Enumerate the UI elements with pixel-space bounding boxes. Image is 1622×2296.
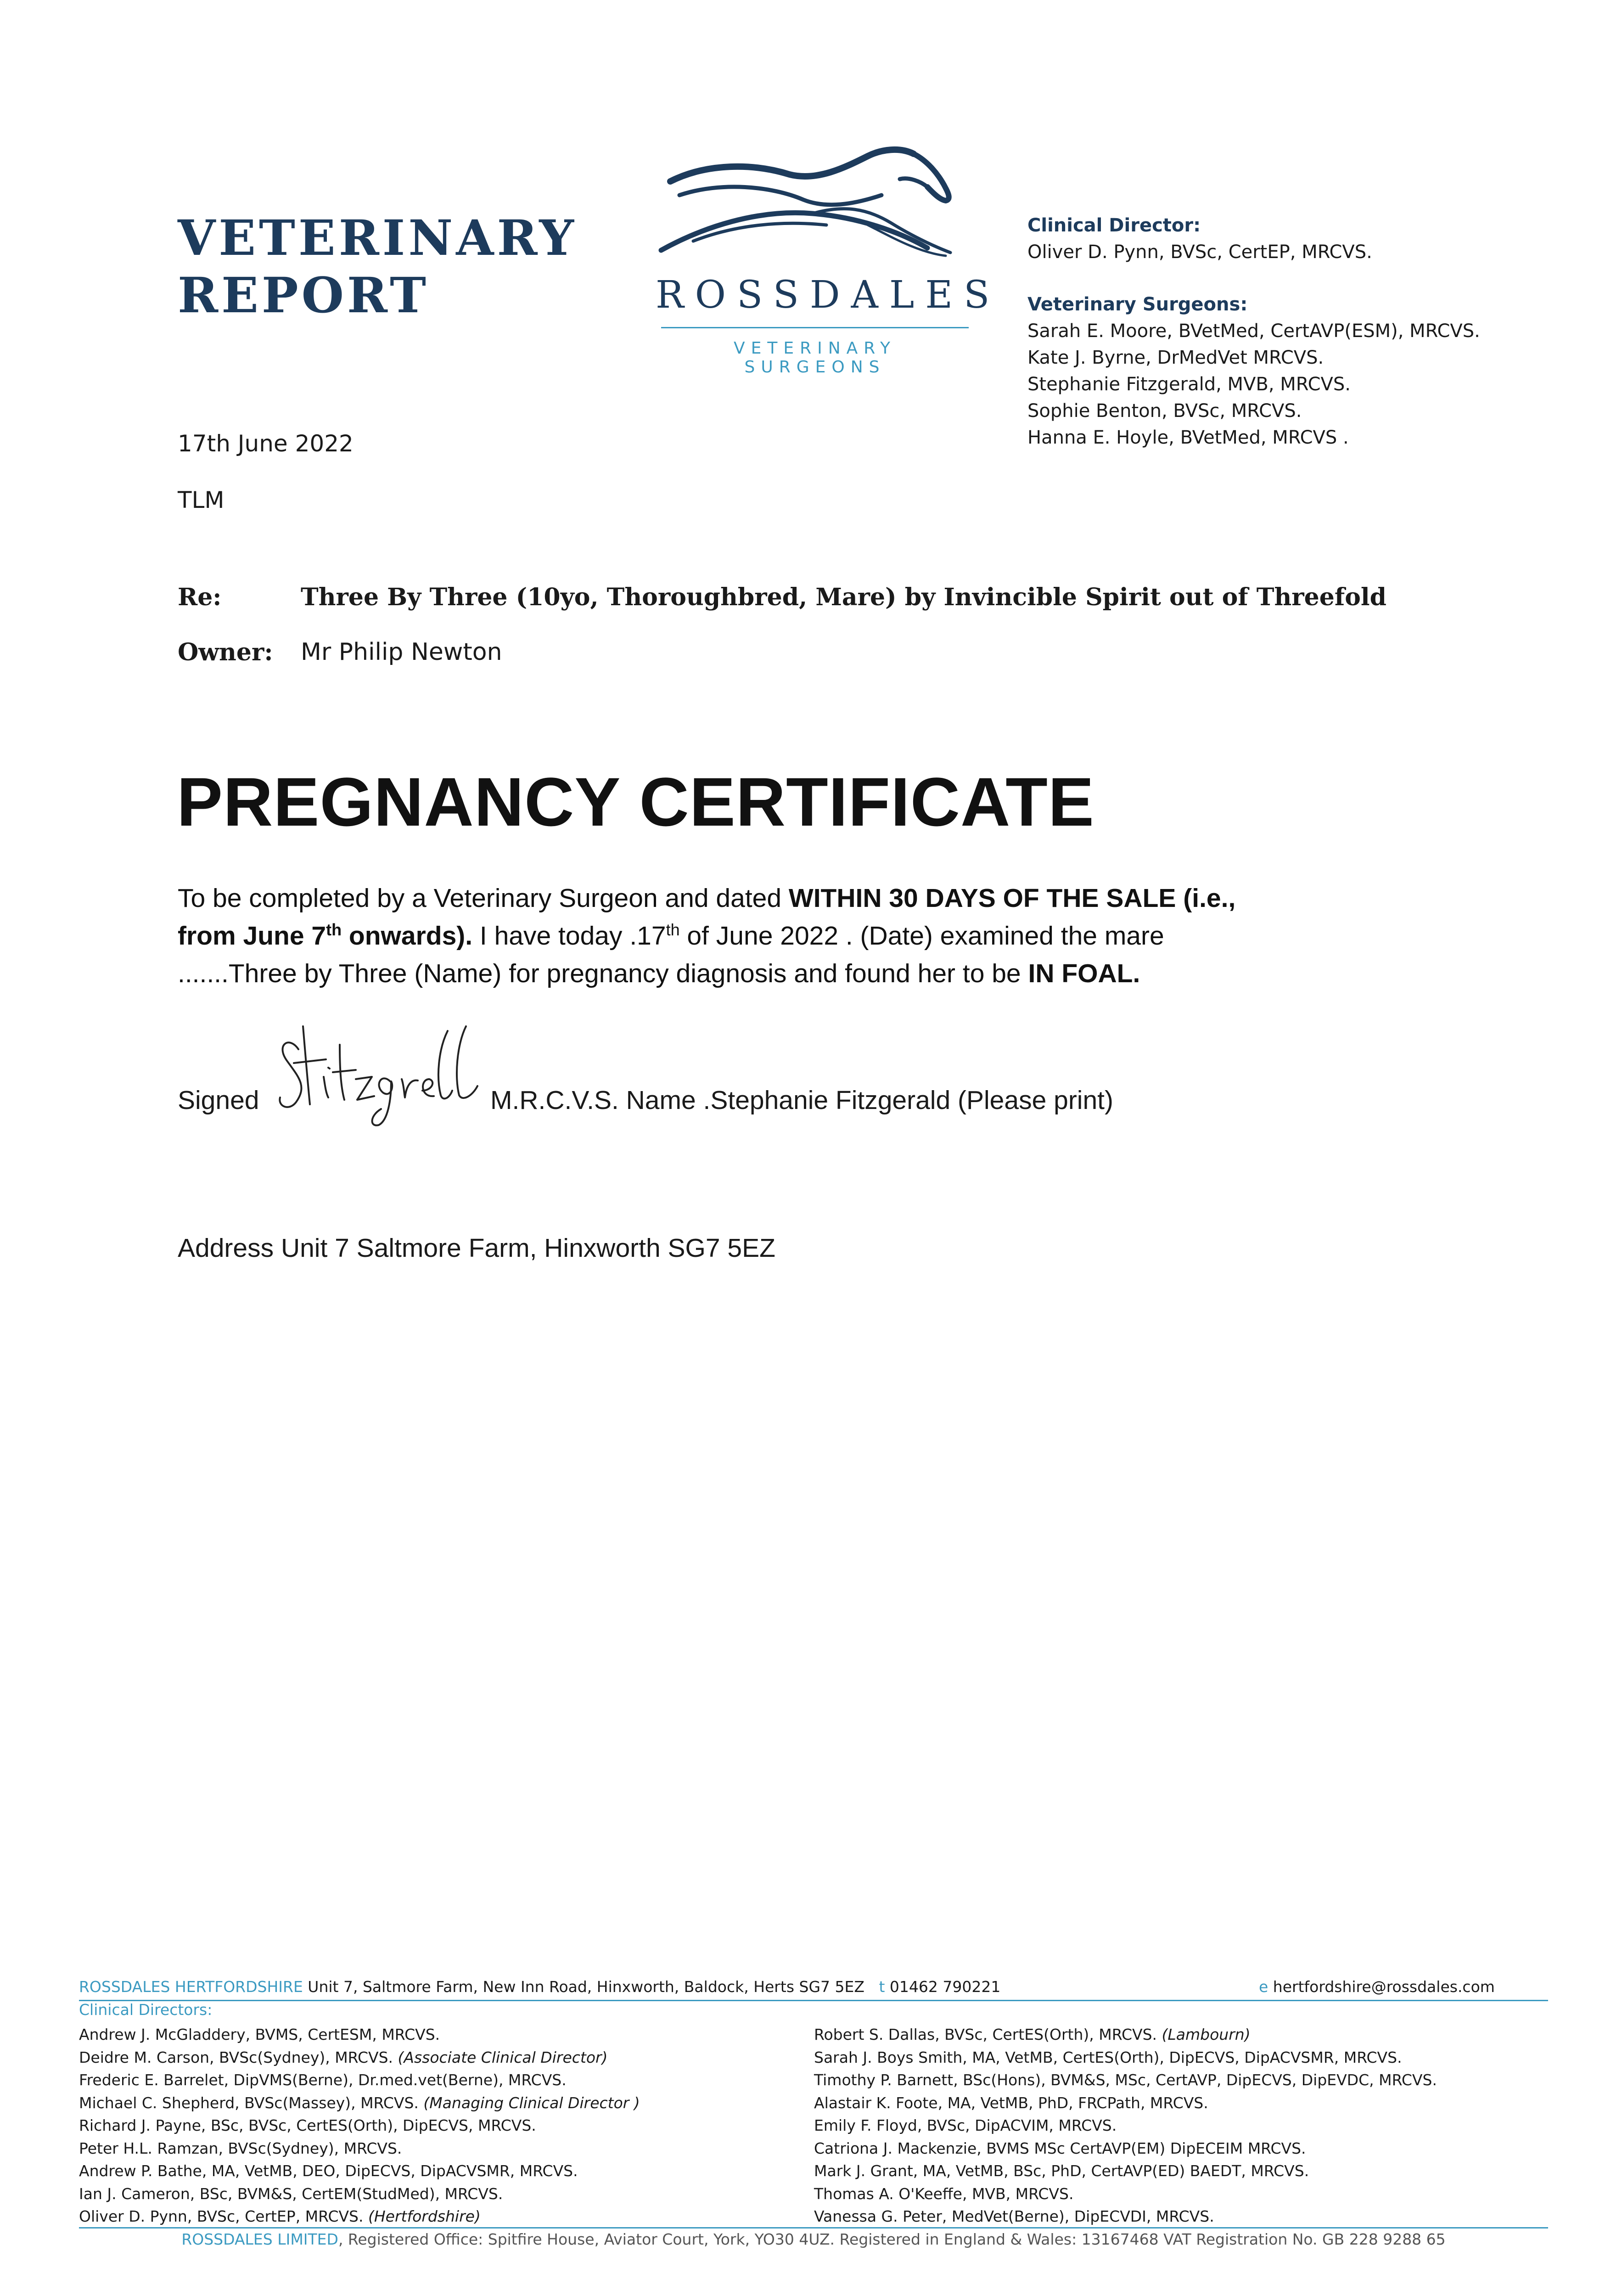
body-line-2 [178,917,1509,955]
body-bold-segment: WITHIN 30 DAYS OF THE SALE (i.e., [788,884,1236,913]
body-bold-segment: IN FOAL. [1028,959,1140,988]
footer-email: hertfordshire@rossdales.com [1268,1978,1495,1996]
footer-director-name: Ian J. Cameron, BSc, BVM&S, CertEM(StudMed), MRCVS. [79,2184,503,2203]
footer-director-note: (Associate Clinical Director) [398,2048,608,2066]
footer-phone: 01462 790221 [885,1978,1001,1996]
report-title-line2: REPORT [178,266,430,324]
mrcvs-name-line: M.R.C.V.S. Name .Stephanie Fitzgerald (Please print) [490,1086,1113,1115]
footer-divider-bottom [79,2227,1548,2228]
footer-directors-label: Clinical Directors: [79,2001,213,2019]
handwritten-signature [271,1017,487,1127]
body-text-segment: To be completed by a Veterinary Surgeon and dated [178,884,789,913]
footer-registered-text: , Registered Office: Spitfire House, Aviator Court, York, YO30 4UZ. Registered in England & Wales: 13167468 VAT Registration No. GB 228 9288 65 [338,2230,1446,2248]
footer-director-name: Michael C. Shepherd, BVSc(Massey), MRCVS. [79,2093,424,2112]
body-line-3 [178,955,1509,992]
footer-director [814,2183,1549,2206]
footer-director-name: Frederic E. Barrelet, DipVMS(Berne), Dr.med.vet(Berne), MRCVS. [79,2071,567,2089]
footer-phone-label: t [879,1978,885,1996]
footer-directors-left [79,2023,768,2228]
footer-director-name: Vanessa G. Peter, MedVet(Berne), DipECVDI, MRCVS. [814,2207,1214,2225]
footer-director-note: (Hertfordshire) [368,2207,481,2225]
logo-tagline: VETERINARY SURGEONS [734,339,896,377]
footer-director-name: Oliver D. Pynn, BVSc, CertEP, MRCVS. [79,2207,368,2225]
footer-director-name: Andrew P. Bathe, MA, VetMB, DEO, DipECVS, DipACVSMR, MRCVS. [79,2162,578,2180]
footer-director-name: Thomas A. O'Keeffe, MVB, MRCVS. [814,2184,1074,2203]
report-title [178,209,591,324]
certificate-body [178,879,1509,992]
body-text-segment: of June 2022 . (Date) examined the mare [679,921,1164,951]
footer-director [814,2205,1549,2228]
letter-reference: TLM [178,487,224,513]
footer-director [814,2160,1549,2183]
footer-director [79,2114,768,2137]
footer-registration [79,2230,1548,2248]
body-bold-text: from June 7 [178,921,326,951]
footer-director-name: Mark J. Grant, MA, VetMB, BSc, PhD, CertAVP(ED) BAEDT, MRCVS. [814,2162,1309,2180]
footer-director [79,2183,768,2206]
body-bold-segment [178,921,472,951]
re-value: Three By Three (10yo, Thoroughbred, Mare) by Invincible Spirit out of Threefold [301,583,1387,611]
letter-date: 17th June 2022 [178,430,354,457]
footer-registered-brand: ROSSDALES LIMITED [181,2230,338,2248]
veterinary-surgeon: Sophie Benton, BVSc, MRCVS. [1027,400,1302,422]
report-title-line1: VETERINARY [178,209,578,266]
footer-director-name: Timothy P. Barnett, BSc(Hons), BVM&S, MSc, CertAVP, DipECVS, DipEVDC, MRCVS. [814,2071,1437,2089]
footer-email-label: e [1259,1978,1268,1996]
footer-director-name: Deidre M. Carson, BVSc(Sydney), MRCVS. [79,2048,398,2066]
footer-director [814,2137,1549,2160]
footer-director [79,2160,768,2183]
footer-branch-address: Unit 7, Saltmore Farm, New Inn Road, Hinxworth, Baldock, Herts SG7 5EZ [303,1978,864,1996]
footer-director [79,2046,768,2069]
footer-director [814,2023,1549,2046]
footer-director [79,2137,768,2160]
footer-director-name: Alastair K. Foote, MA, VetMB, PhD, FRCPath, MRCVS. [814,2093,1208,2112]
footer-email-line [1259,1978,1495,1996]
veterinary-surgeons-label: Veterinary Surgeons: [1027,294,1248,315]
footer-director [79,2069,768,2092]
footer-director-note: (Managing Clinical Director ) [423,2093,640,2112]
footer-director [814,2092,1549,2115]
owner-label: Owner: [178,638,273,666]
signed-label: Signed [178,1086,259,1115]
footer-director-name: Richard J. Payne, BSc, BVSc, CertES(Orth), DipECVS, MRCVS. [79,2116,536,2134]
footer-divider-top [79,2000,1548,2001]
body-text-segment: I have today .17 [472,921,666,951]
body-superscript: th [666,920,680,939]
footer-director-name: Sarah J. Boys Smith, MA, VetMB, CertES(Orth), DipECVS, DipACVSMR, MRCVS. [814,2048,1402,2066]
footer-director [79,2092,768,2115]
footer-director-name: Emily F. Floyd, BVSc, DipACVIM, MRCVS. [814,2116,1117,2134]
body-line-1 [178,879,1509,917]
body-superscript: th [326,920,342,939]
veterinary-surgeon: Sarah E. Moore, BVetMed, CertAVP(ESM), MRCVS. [1027,321,1480,342]
veterinary-surgeon: Kate J. Byrne, DrMedVet MRCVS. [1027,347,1324,368]
footer-directors-right [814,2023,1549,2228]
footer-director [79,2205,768,2228]
re-label: Re: [178,583,222,611]
footer-director-note: (Lambourn) [1162,2026,1251,2043]
logo-divider [661,327,969,328]
body-text-segment: .......Three by Three (Name) for pregnancy diagnosis and found her to be [178,959,1028,988]
staff-list [1027,212,1601,451]
body-bold-text: onwards). [342,921,473,951]
footer-branch-name: ROSSDALES HERTFORDSHIRE [79,1978,303,1996]
owner-value: Mr Philip Newton [301,638,502,666]
footer-director-name: Catriona J. Mackenzie, BVMS MSc CertAVP(EM) DipECEIM MRCVS. [814,2139,1306,2157]
certificate-title: PREGNANCY CERTIFICATE [177,763,1094,840]
footer-director-name: Robert S. Dallas, BVSc, CertES(Orth), MRCVS. [814,2026,1162,2043]
clinical-director-name: Oliver D. Pynn, BVSc, CertEP, MRCVS. [1027,242,1372,263]
galloping-horse-logo-icon [652,135,1001,365]
veterinary-surgeon: Stephanie Fitzgerald, MVB, MRCVS. [1027,374,1351,395]
footer-director [814,2069,1549,2092]
address-line: Address Unit 7 Saltmore Farm, Hinxworth SG7 5EZ [178,1233,775,1263]
footer-director-name: Andrew J. McGladdery, BVMS, CertESM, MRCVS. [79,2026,440,2043]
logo-wordmark: ROSSDALES [656,273,1001,317]
footer-director [79,2023,768,2046]
footer-director [814,2114,1549,2137]
veterinary-surgeon: Hanna E. Hoyle, BVetMed, MRCVS . [1027,427,1349,448]
footer-director [814,2046,1549,2069]
footer-director-name: Peter H.L. Ramzan, BVSc(Sydney), MRCVS. [79,2139,402,2157]
clinical-director-label: Clinical Director: [1027,215,1201,236]
